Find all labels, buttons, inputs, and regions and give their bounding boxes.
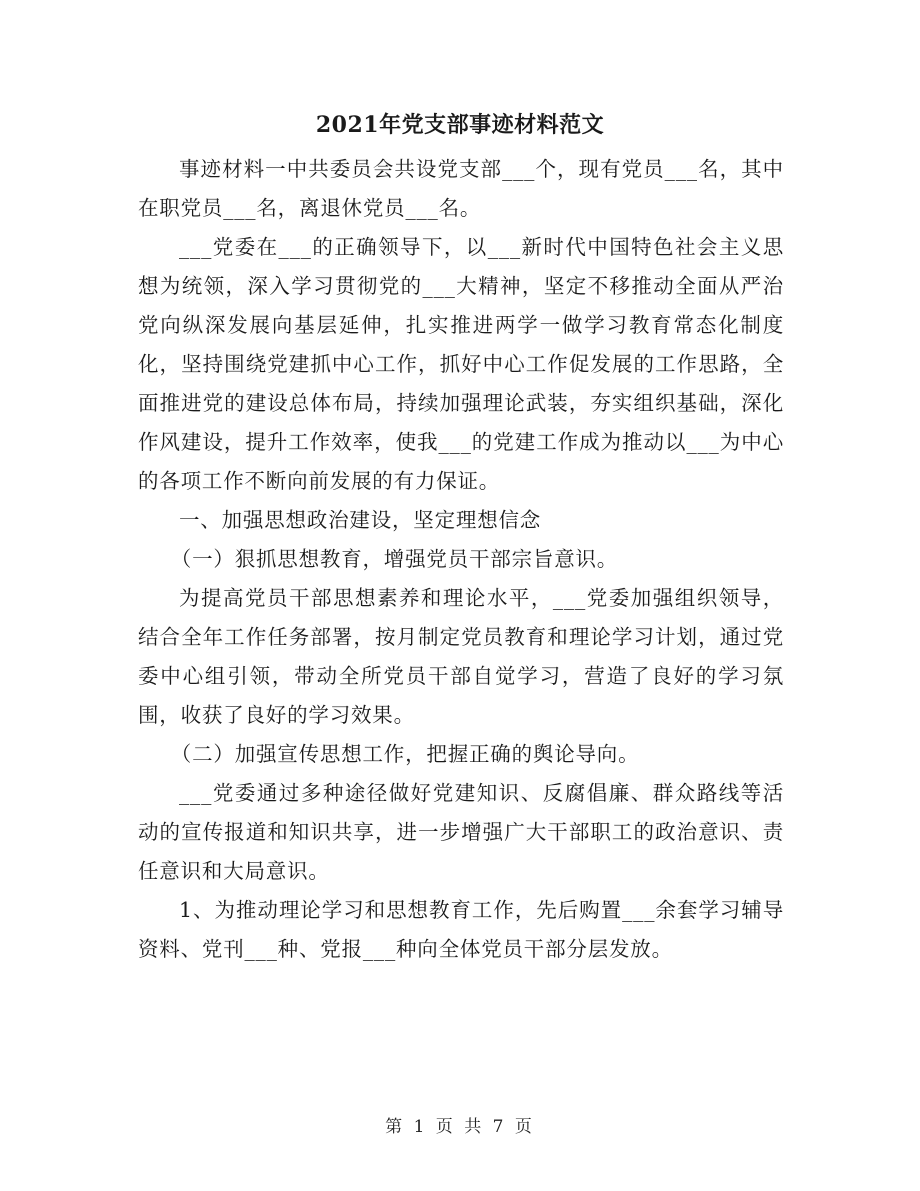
paragraph-item-1: 1、为推动理论学习和思想教育工作，先后购置___余套学习辅导资料、党刊___种、党报___种向全体党员干部分层发放。 <box>138 898 784 961</box>
paragraph-education: 为提高党员干部思想素养和理论水平，___党委加强组织领导，结合全年工作任务部署，按月制定党员教育和理论学习计划，通过党委中心组引领，带动全所党员干部自觉学习，营造了良好的学习氛围，收获了良好的学习效果。 <box>138 586 784 727</box>
paragraph-intro: 事迹材料一中共委员会共设党支部___个，现有党员___名，其中在职党员___名，离退休党员___名。 <box>138 157 784 220</box>
subsection-heading-2: （二）加强宣传思想工作，把握正确的舆论导向。 <box>170 742 640 766</box>
paragraph-overview: ___党委在___的正确领导下，以___新时代中国特色社会主义思想为统领，深入学习贯彻党的___大精神，坚定不移推动全面从严治党向纵深发展向基层延伸，扎实推进两学一做学习教育常态化制度化，坚持围绕党建抓中心工作，抓好中心工作促发展的工作思路，全面推进党的建设总体布局，持续加强理论武装，夯实组织基础，深化作风建设，提升工作效率，使我___的党建工作成为推动以___为中心的各项工作不断向前发展的有力保证。 <box>138 235 784 493</box>
document-body <box>138 150 784 969</box>
section-heading-1: 一、加强思想政治建设，坚定理想信念 <box>179 508 542 532</box>
page-number: 第 1 页 共 7 页 <box>385 1117 535 1137</box>
document-title: 2021年党支部事迹材料范文 <box>315 112 605 138</box>
subsection-heading-1: （一）狠抓思想教育，增强党员干部宗旨意识。 <box>170 547 619 571</box>
paragraph-publicity: ___党委通过多种途径做好党建知识、反腐倡廉、群众路线等活动的宣传报道和知识共享，进一步增强广大干部职工的政治意识、责任意识和大局意识。 <box>138 781 784 883</box>
